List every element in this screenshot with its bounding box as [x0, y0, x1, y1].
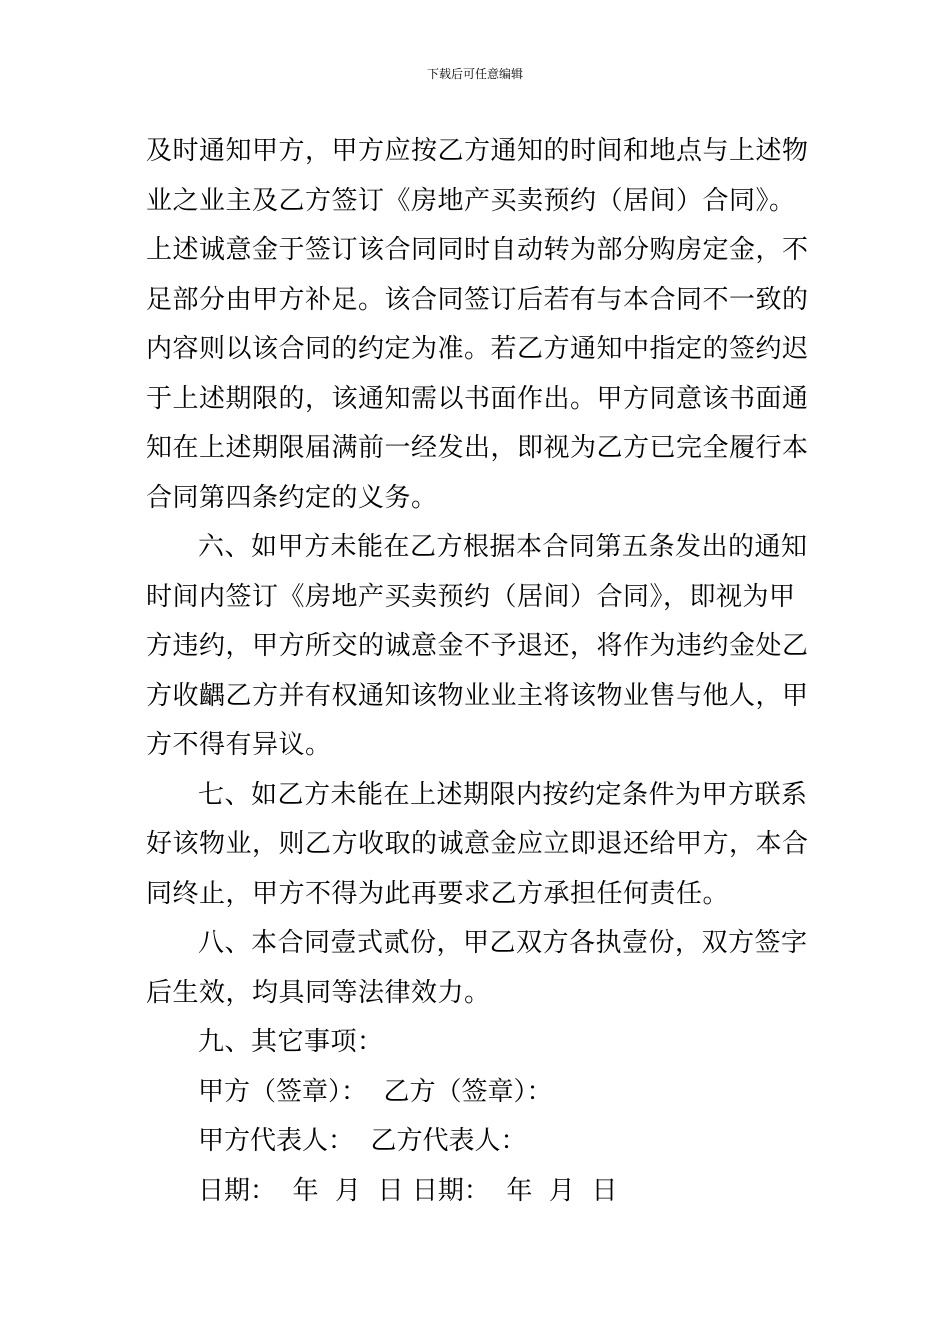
body-line: 业之业主及乙方签订《房地产买卖预约（居间）合同》。	[146, 185, 796, 216]
party-a-rep-label: 甲方代表人：	[198, 1126, 355, 1156]
body-line: 及时通知甲方，甲方应按乙方通知的时间和地点与上述物	[146, 136, 809, 166]
body-line: 方违约，甲方所交的诚意金不予退还，将作为违约金处乙	[146, 631, 809, 661]
page-header: 下载后可任意编辑	[426, 67, 523, 81]
body-line: 知在上述期限届满前一经发出，即视为乙方已完全履行本	[146, 433, 809, 463]
clause-six-start: 六、如甲方未能在乙方根据本合同第五条发出的通知	[198, 532, 808, 562]
clause-seven-start: 七、如乙方未能在上述期限内按约定条件为甲方联系	[198, 779, 808, 810]
body-line: 时间内签订《房地产买卖预约（居间）合同》，即视为甲	[146, 581, 796, 612]
seal-line	[146, 1068, 806, 1118]
body-line: 足部分由甲方补足。该合同签订后若有与本合同不一致的	[146, 284, 809, 315]
body-line: 于上述期限的，该通知需以书面作出。甲方同意该书面通	[146, 383, 809, 414]
party-b-seal-label: 乙方（签章）：	[383, 1076, 553, 1107]
body-line: 上述诚意金于签订该合同同时自动转为部分购房定金，不	[146, 235, 809, 265]
body-line: 好该物业，则乙方收取的诚意金应立即退还给甲方，本合	[146, 829, 809, 859]
party-b-date-label: 日期： 年 月 日	[411, 1175, 618, 1206]
document-body	[146, 127, 809, 1216]
body-line: 同终止，甲方不得为此再要求乙方承担任何责任。	[146, 878, 730, 909]
body-line: 方收齵乙方并有权通知该物业业主将该物业售与他人，甲	[146, 680, 809, 711]
party-a-seal-label: 甲方（签章）：	[198, 1076, 368, 1107]
body-line: 方不得有异议。	[146, 730, 332, 760]
party-a-date-label: 日期： 年 月 日	[198, 1175, 404, 1206]
clause-eight-start: 八、本合同壹式贰份，甲乙双方各执壹份，双方签字	[198, 928, 808, 958]
body-line: 合同第四条约定的义务。	[146, 482, 438, 513]
representative-line	[146, 1117, 806, 1167]
body-line: 后生效，均具同等法律效力。	[146, 977, 491, 1008]
clause-nine: 九、其它事项：	[198, 1027, 384, 1057]
party-b-rep-label: 乙方代表人：	[370, 1126, 527, 1156]
date-line	[146, 1167, 806, 1217]
body-line: 内容则以该合同的约定为准。若乙方通知中指定的签约迟	[146, 334, 809, 364]
